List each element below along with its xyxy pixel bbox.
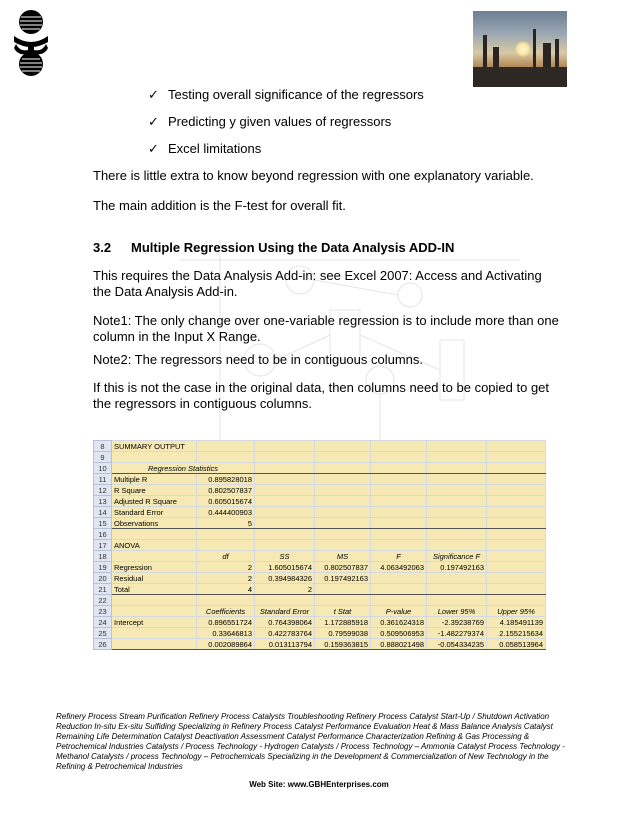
sheet-cell [371, 584, 427, 595]
row-number: 26 [94, 639, 112, 650]
sheet-cell: 2 [255, 584, 315, 595]
sheet-cell: MS [315, 551, 371, 562]
sheet-cell: SUMMARY OUTPUT [112, 441, 197, 452]
sheet-cell: Residual [112, 573, 197, 584]
sheet-cell [487, 474, 546, 485]
sheet-cell: -1.482279374 [427, 628, 487, 639]
sheet-cell [487, 540, 546, 551]
sheet-cell: 0.361624318 [371, 617, 427, 628]
sheet-cell: 0.013113794 [255, 639, 315, 650]
sheet-cell [371, 529, 427, 540]
row-number: 18 [94, 551, 112, 562]
sheet-cell: 0.197492163 [315, 573, 371, 584]
checkmark-icon: ✓ [148, 141, 159, 156]
sheet-cell [427, 540, 487, 551]
sheet-cell [487, 584, 546, 595]
sheet-cell [487, 496, 546, 507]
sheet-cell [427, 441, 487, 452]
sheet-cell: R Square [112, 485, 197, 496]
sheet-cell: 0.197492163 [427, 562, 487, 573]
sheet-cell: P-value [371, 606, 427, 617]
sheet-cell [427, 496, 487, 507]
sheet-cell [197, 529, 255, 540]
sheet-row [94, 507, 546, 518]
sheet-cell: Coefficients [197, 606, 255, 617]
refinery-photo [473, 11, 567, 87]
sheet-cell [487, 573, 546, 584]
sheet-cell: 1.605015674 [255, 562, 315, 573]
sheet-cell: Intercept [112, 617, 197, 628]
sheet-cell [315, 529, 371, 540]
sheet-cell [315, 584, 371, 595]
gbh-logo-icon [12, 8, 50, 78]
sheet-cell [315, 496, 371, 507]
sheet-row [94, 606, 546, 617]
row-number: 21 [94, 584, 112, 595]
sheet-cell [112, 551, 197, 562]
sheet-cell: -0.054334235 [427, 639, 487, 650]
sheet-cell [371, 474, 427, 485]
sheet-cell [255, 507, 315, 518]
sheet-cell [371, 441, 427, 452]
sheet-cell [487, 452, 546, 463]
sheet-cell: 0.444400903 [197, 507, 255, 518]
sheet-cell [255, 595, 315, 606]
sheet-cell [427, 584, 487, 595]
sheet-cell: 0.394984326 [255, 573, 315, 584]
sheet-cell [371, 463, 427, 474]
sheet-cell [371, 595, 427, 606]
sheet-cell [112, 452, 197, 463]
note-2: Note2: The regressors need to be in contiguous columns. [93, 352, 424, 367]
sheet-row [94, 452, 546, 463]
website-link[interactable]: Web Site: www.GBHEnterprises.com [249, 780, 389, 789]
sheet-row [94, 584, 546, 595]
sheet-cell: t Stat [315, 606, 371, 617]
sheet-cell [197, 452, 255, 463]
sheet-cell [197, 540, 255, 551]
sheet-cell: Lower 95% [427, 606, 487, 617]
sheet-row [94, 529, 546, 540]
sheet-cell: Total [112, 584, 197, 595]
sheet-cell [112, 639, 197, 650]
row-number: 9 [94, 452, 112, 463]
sheet-cell: 0.896551724 [197, 617, 255, 628]
sheet-cell [371, 507, 427, 518]
sheet-cell [487, 463, 546, 474]
sheet-cell: -2.39238769 [427, 617, 487, 628]
sheet-cell: Standard Error [112, 507, 197, 518]
sheet-cell [255, 529, 315, 540]
sheet-cell [112, 529, 197, 540]
sheet-cell [315, 474, 371, 485]
sheet-cell: 1.172885918 [315, 617, 371, 628]
row-number: 25 [94, 628, 112, 639]
bullet-item: Testing overall significance of the regressors [168, 87, 424, 102]
sheet-cell: Upper 95% [487, 606, 546, 617]
row-number: 15 [94, 518, 112, 529]
paragraph: The main addition is the F-test for overall fit. [93, 198, 346, 213]
sheet-row [94, 573, 546, 584]
sheet-cell: 0.605015674 [197, 496, 255, 507]
sheet-cell: Multiple R [112, 474, 197, 485]
sheet-row [94, 485, 546, 496]
sheet-row [94, 639, 546, 650]
sheet-row [94, 551, 546, 562]
sheet-cell: SS [255, 551, 315, 562]
sheet-cell [315, 441, 371, 452]
sheet-cell [315, 507, 371, 518]
row-number: 10 [94, 463, 112, 474]
sheet-cell [371, 540, 427, 551]
sheet-cell [427, 474, 487, 485]
sheet-cell [487, 562, 546, 573]
sheet-cell [112, 606, 197, 617]
sheet-row [94, 628, 546, 639]
sheet-cell: 0.888021498 [371, 639, 427, 650]
row-number: 23 [94, 606, 112, 617]
sheet-cell [315, 540, 371, 551]
row-number: 22 [94, 595, 112, 606]
sheet-cell: 0.002089864 [197, 639, 255, 650]
sheet-cell [112, 595, 197, 606]
sheet-cell: 0.802507837 [197, 485, 255, 496]
checkmark-icon: ✓ [148, 87, 159, 102]
sheet-row [94, 617, 546, 628]
sheet-row [94, 562, 546, 573]
section-title: Multiple Regression Using the Data Analysis ADD-IN [131, 240, 455, 255]
sheet-row [94, 540, 546, 551]
sheet-cell [315, 518, 371, 529]
sheet-cell [315, 485, 371, 496]
sheet-row [94, 595, 546, 606]
footer-services: Refinery Process Stream Purification Refinery Process Catalysts Troubleshooting Refinery Process Catalyst Start-Up / Shutdown Activation Reduction In-situ Ex-situ Sulfiding Specializing in Refinery Process Catalyst Performance Evaluation Heat & Mass Balance Analysis Catalyst Remaining Life Determination Catalyst Deactivation Assessment Catalyst Performance Characterization Refining & Gas Processing & Petrochemical Industries Catalysts / Process Technology - Hydrogen Catalysts / Process Technology – Ammonia Catalyst Process Technology - Methanol Catalysts / process Technology – Petrochemicals Specializing in the Development & Commercialization of New Technology in the Refining & Petrochemical Industries [56, 712, 565, 771]
sheet-cell [255, 463, 315, 474]
sheet-cell [427, 529, 487, 540]
sheet-row [94, 518, 546, 529]
sheet-row [94, 474, 546, 485]
sheet-cell [427, 595, 487, 606]
checkmark-icon: ✓ [148, 114, 159, 129]
row-number: 13 [94, 496, 112, 507]
sheet-cell: Observations [112, 518, 197, 529]
bullet-item: Predicting y given values of regressors [168, 114, 392, 129]
sheet-cell: Regression [112, 562, 197, 573]
sheet-cell [371, 496, 427, 507]
paragraph: There is little extra to know beyond regression with one explanatory variable. [93, 168, 534, 183]
sheet-cell [197, 595, 255, 606]
sheet-cell: 0.058513964 [487, 639, 546, 650]
sheet-cell [371, 518, 427, 529]
sheet-cell: 0.79599038 [315, 628, 371, 639]
sheet-cell [255, 485, 315, 496]
paragraph: If this is not the case in the original data, then columns need to be copied to get the regressors in contiguous columns. [93, 380, 550, 411]
sheet-cell: 0.802507837 [315, 562, 371, 573]
sheet-cell: ANOVA [112, 540, 197, 551]
sheet-cell [255, 452, 315, 463]
sheet-cell [255, 518, 315, 529]
sheet-cell [315, 595, 371, 606]
sheet-cell: 0.159363815 [315, 639, 371, 650]
sheet-row [94, 441, 546, 452]
section-number: 3.2 [93, 240, 112, 255]
sheet-row [94, 496, 546, 507]
sheet-cell: 0.509506953 [371, 628, 427, 639]
sheet-cell [315, 452, 371, 463]
sheet-cell [427, 518, 487, 529]
sheet-cell: 2 [197, 562, 255, 573]
sheet-cell: 0.764398064 [255, 617, 315, 628]
sheet-cell: 0.422783764 [255, 628, 315, 639]
sheet-cell [427, 452, 487, 463]
sheet-cell [427, 485, 487, 496]
sheet-cell [371, 485, 427, 496]
sheet-cell [255, 441, 315, 452]
sheet-cell [487, 441, 546, 452]
bullet-item: Excel limitations [168, 141, 262, 156]
row-number: 20 [94, 573, 112, 584]
sheet-cell: 4.063492063 [371, 562, 427, 573]
sheet-cell [427, 507, 487, 518]
sheet-cell [315, 463, 371, 474]
section-heading [93, 240, 454, 255]
sheet-cell: 2.155215634 [487, 628, 546, 639]
sheet-cell [487, 507, 546, 518]
sheet-cell [112, 628, 197, 639]
row-number: 8 [94, 441, 112, 452]
sheet-cell [197, 441, 255, 452]
sheet-cell [371, 452, 427, 463]
sheet-cell: 0.33646813 [197, 628, 255, 639]
row-number: 11 [94, 474, 112, 485]
sheet-cell: 4.185491139 [487, 617, 546, 628]
sheet-cell [487, 595, 546, 606]
sheet-cell: Regression Statistics [112, 463, 255, 474]
sheet-cell [487, 518, 546, 529]
sheet-cell [255, 540, 315, 551]
sheet-cell: 2 [197, 573, 255, 584]
sheet-cell: Adjusted R Square [112, 496, 197, 507]
sheet-cell: Standard Error [255, 606, 315, 617]
row-number: 14 [94, 507, 112, 518]
note-1: Note1: The only change over one-variable regression is to include more than one column in the Input X Range. [93, 313, 559, 344]
sheet-cell: 0.895828018 [197, 474, 255, 485]
sheet-cell [371, 573, 427, 584]
sheet-cell [427, 573, 487, 584]
sheet-cell: Significance F [427, 551, 487, 562]
sheet-row [94, 463, 546, 474]
sheet-cell [487, 485, 546, 496]
sheet-cell [427, 463, 487, 474]
sheet-cell: F [371, 551, 427, 562]
sheet-cell: 4 [197, 584, 255, 595]
row-number: 19 [94, 562, 112, 573]
sheet-cell [255, 496, 315, 507]
paragraph: This requires the Data Analysis Add-in: see Excel 2007: Access and Activating the Data Analysis Add-in. [93, 268, 542, 299]
sheet-cell [487, 529, 546, 540]
sheet-cell [255, 474, 315, 485]
excel-summary-output [93, 440, 545, 651]
sheet-cell: 5 [197, 518, 255, 529]
row-number: 17 [94, 540, 112, 551]
row-number: 24 [94, 617, 112, 628]
row-number: 16 [94, 529, 112, 540]
sheet-cell [487, 551, 546, 562]
row-number: 12 [94, 485, 112, 496]
sheet-cell: df [197, 551, 255, 562]
